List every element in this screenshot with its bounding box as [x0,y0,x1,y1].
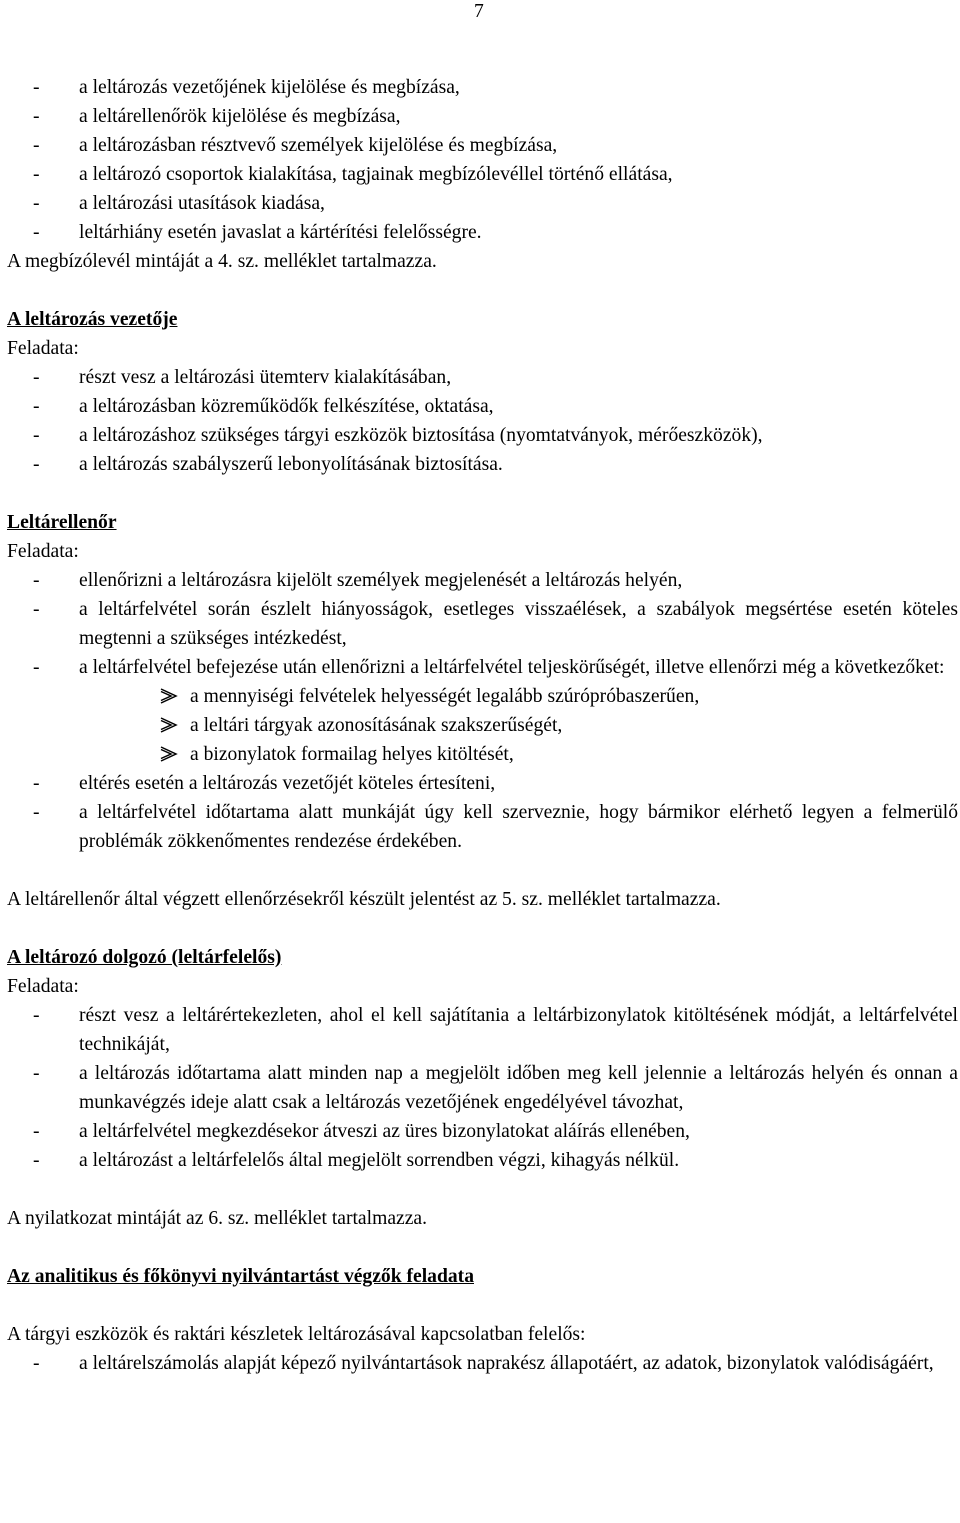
list-item: - a leltározásban közreműködők felkészítése, oktatása, [7,392,958,421]
section-subheading: Feladata: [7,976,79,997]
section-heading-analitikus-fokonyvi: Az analitikus és főkönyvi nyilvántartást végzők feladata [7,1266,474,1287]
list-item: - a leltározás szabályszerű lebonyolításának biztosítása. [7,450,958,479]
section4-intro: A tárgyi eszközök és raktári készletek leltározásával kapcsolatban felelős: [7,1324,586,1345]
list-item: - leltárhiány esetén javaslat a kártérítési felelősségre. [7,218,958,247]
list-item: - a leltározáshoz szükséges tárgyi eszközök biztosítása (nyomtatványok, mérőeszközök), [7,421,958,450]
arrow-list-item [7,682,958,711]
section1-list [7,363,958,479]
list-item: - a leltározó csoportok kialakítása, tagjainak megbízólevéllel történő ellátása, [7,160,958,189]
section2-list-after [7,769,958,856]
list-item: - a leltárfelvétel során észlelt hiányosságok, esetleges visszaélések, a szabályok megsértése esetén köteles megtenni a szükséges intézkedést, [7,595,958,653]
page-number: 7 [474,1,484,22]
document-body [7,73,958,1378]
section-heading-leltarellenor: Leltárellenőr [7,512,117,533]
list-item: - a leltározás időtartama alatt minden nap a megjelölt időben meg kell jelennie a leltározás helyén és onnan a munkavégzés ideje alatt csak a leltározás vezetőjének engedélyével távozhat, [7,1059,958,1117]
list-item: - ellenőrizni a leltározásra kijelölt személyek megjelenését a leltározás helyén, [7,566,958,595]
section2-note: A leltárellenőr által végzett ellenőrzésekről készült jelentést az 5. sz. melléklet tartalmazza. [7,889,721,910]
intro-list [7,73,958,247]
list-item: - eltérés esetén a leltározás vezetőjét köteles értesíteni, [7,769,958,798]
section4-list [7,1349,958,1378]
section2-list-before [7,566,958,682]
arrow-bullet-icon [160,746,178,762]
list-item: - a leltározást a leltárfelelős által megjelölt sorrendben végzi, kihagyás nélkül. [7,1146,958,1175]
arrow-list-text: a leltári tárgyak azonosításának szakszerűségét, [190,715,563,736]
list-item: - részt vesz a leltározási ütemterv kialakításában, [7,363,958,392]
section-subheading: Feladata: [7,541,79,562]
section3-note: A nyilatkozat mintáját az 6. sz. melléklet tartalmazza. [7,1208,428,1229]
arrow-list-item [7,740,958,769]
section-heading-leltarozas-vezetoje: A leltározás vezetője [7,309,178,330]
arrow-list-item [7,711,958,740]
list-item: - a leltározás vezetőjének kijelölése és megbízása, [7,73,958,102]
list-item: - a leltárfelvétel megkezdésekor átveszi az üres bizonylatokat aláírás ellenében, [7,1117,958,1146]
section2-arrow-list [7,682,958,769]
section-subheading: Feladata: [7,338,79,359]
section3-list [7,1001,958,1175]
arrow-list-text: a bizonylatok formailag helyes kitöltését, [190,744,514,765]
arrow-bullet-icon [160,688,178,704]
list-item: - részt vesz a leltárértekezleten, ahol el kell sajátítania a leltárbizonylatok kitöltésének módját, a leltárfelvétel technikáját, [7,1001,958,1059]
section-heading-leltarozo-dolgozo: A leltározó dolgozó (leltárfelelős) [7,947,282,968]
arrow-bullet-icon [160,717,178,733]
intro-note: A megbízólevél mintáját a 4. sz. melléklet tartalmazza. [7,251,437,272]
arrow-list-text: a mennyiségi felvételek helyességét legalább szúrópróbaszerűen, [190,686,700,707]
list-item: - a leltározási utasítások kiadása, [7,189,958,218]
list-item: - a leltárfelvétel befejezése után ellenőrizni a leltárfelvétel teljeskörűségét, illetve ellenőrzi még a következőket: [7,653,958,682]
list-item: - a leltárelszámolás alapját képező nyilvántartások naprakész állapotáért, az adatok, bizonylatok valódiságáért, [7,1349,958,1378]
list-item: - a leltárellenőrök kijelölése és megbízása, [7,102,958,131]
list-item: - a leltározásban résztvevő személyek kijelölése és megbízása, [7,131,958,160]
list-item: - a leltárfelvétel időtartama alatt munkáját úgy kell szerveznie, hogy bármikor elérhető legyen a felmerülő problémák zökkenőmentes rendezése érdekében. [7,798,958,856]
